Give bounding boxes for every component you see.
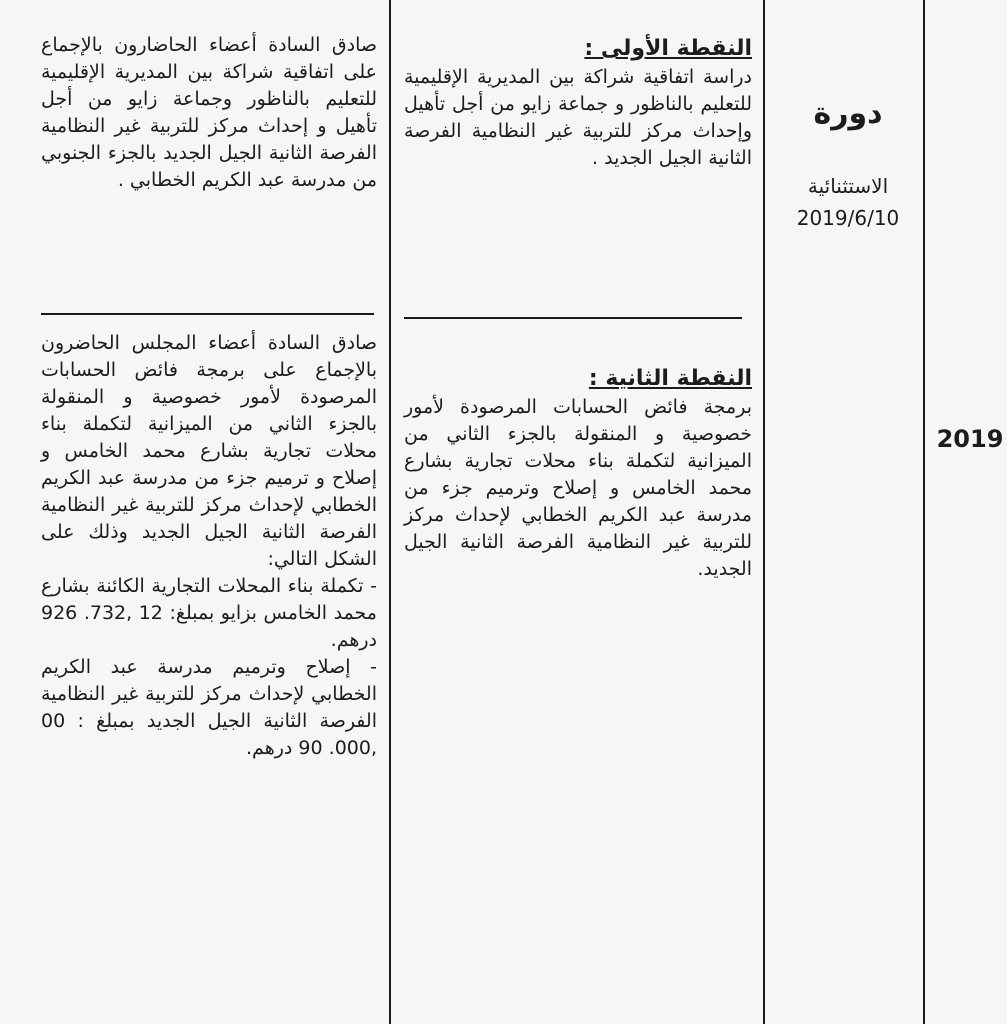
point-heading: النقطة الثانية : [588, 366, 752, 391]
point-text: برمجة فائض الحسابات المرصودة لأمور خصوصية و المنقولة بالجزء الثاني من الميزانية لتكملة بناء محلات تجارية بشارع محمد الخامس و إصلاح وترميم جزء من مدرسة عبد الكريم الخطابي لإحداث مركز للتربية غير النظامية الفرصة الثانية الجيل الجديد. [404, 396, 752, 580]
decision-1 [41, 32, 377, 194]
column-divider-left [389, 0, 391, 1024]
session-date: 2019/6/10 [796, 206, 900, 230]
decision-intro: صادق السادة أعضاء المجلس الحاضرون بالإجماع على برمجة فائض الحسابات المرصودة لأمور خصوصية و المنقولة بالجزء الثاني من الميزانية لتكملة بناء محلات تجارية بشارع محمد الخامس و إصلاح و ترميم جزء من مدرسة عبد الكريم الخطابي لإحداث مركز للتربية غير النظامية الفرصة الثانية الجيل الجديد وذلك على الشكل التالي: [41, 332, 377, 570]
session-type: الاستثنائية [807, 174, 889, 198]
session-title: دورة [813, 96, 883, 131]
decision-item: - تكملة بناء المحلات التجارية الكائنة بشارع محمد الخامس بزايو بمبلغ: 12 ,732. 926 درهم. [41, 575, 377, 651]
point-text: دراسة اتفاقية شراكة بين المديرية الإقليمية للتعليم بالناظور و جماعة زايو من أجل تأهيل وإحداث مركز للتربية غير النظامية الفرصة الثانية الجيل الجديد . [404, 66, 752, 169]
column-divider-right [923, 0, 925, 1024]
decision-text: صادق السادة أعضاء الحاضارون بالإجماع على اتفاقية شراكة بين المديرية الإقليمية للتعليم بالناظور وجماعة زايو من أجل تأهيل و إحداث مركز للتربية غير النظامية الفرصة الثانية الجيل الجديد بالجزء الجنوبي من مدرسة عبد الكريم الخطابي . [41, 34, 377, 191]
decision-item: - إصلاح وترميم مدرسة عبد الكريم الخطابي لإحداث مركز للتربية غير النظامية الفرصة الثانية الجيل الجديد بمبلغ : 00 ,000. 90 درهم. [41, 656, 377, 759]
point-separator [404, 317, 742, 319]
point-heading: النقطة الأولى : [584, 36, 752, 61]
year-label: 2019 [936, 425, 1004, 453]
decision-separator [41, 313, 374, 315]
session-info [780, 170, 916, 234]
column-divider-middle [763, 0, 765, 1024]
agenda-point-1 [404, 34, 752, 172]
decision-2 [41, 330, 377, 762]
agenda-point-2 [404, 364, 752, 583]
